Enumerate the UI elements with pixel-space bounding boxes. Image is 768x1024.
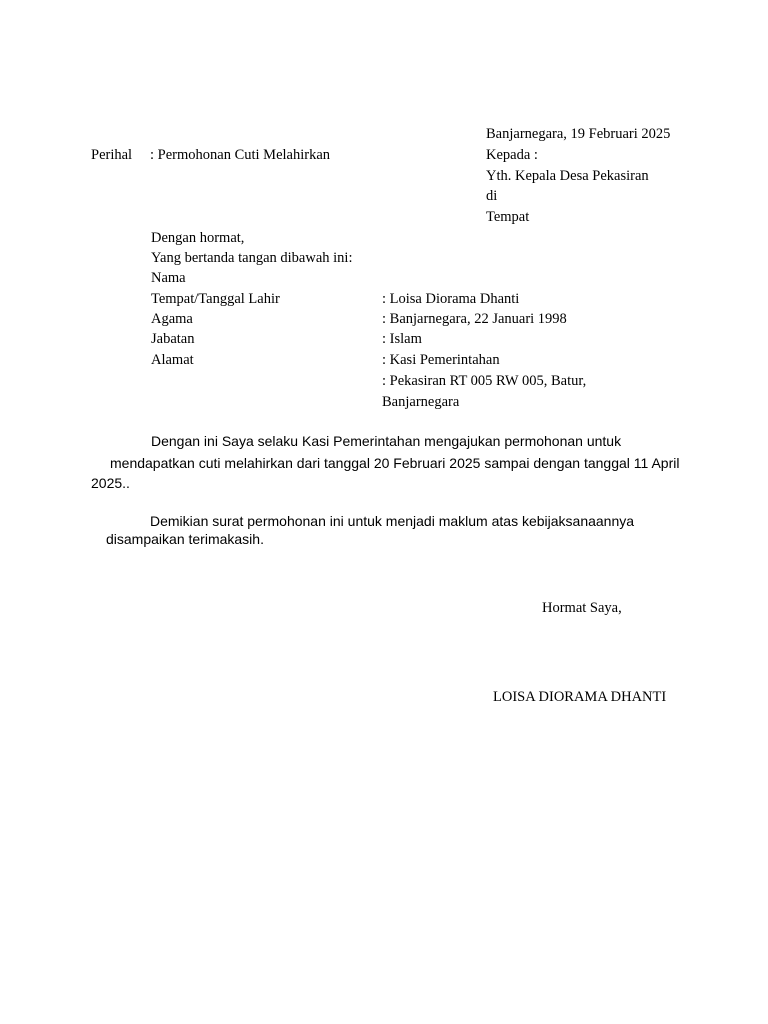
identity-value: : Banjarnegara, 22 Januari 1998 xyxy=(382,311,567,327)
intro-line: Yang bertanda tangan dibawah ini: xyxy=(151,250,353,266)
letter-place-date: Banjarnegara, 19 Februari 2025 xyxy=(486,126,671,142)
paragraph-request-line: mendapatkan cuti melahirkan dari tanggal 20 Februari 2025 sampai dengan tanggal 11 April xyxy=(110,455,680,471)
signer-name: LOISA DIORAMA DHANTI xyxy=(493,689,667,705)
identity-label: Tempat/Tanggal Lahir xyxy=(151,291,280,307)
recipient-name: Yth. Kepala Desa Pekasiran xyxy=(486,168,649,184)
recipient-place: Tempat xyxy=(486,209,530,225)
identity-label: Jabatan xyxy=(151,331,195,347)
closing-salutation: Hormat Saya, xyxy=(542,600,622,616)
identity-value: : Kasi Pemerintahan xyxy=(382,352,500,368)
identity-value: Banjarnegara xyxy=(382,394,460,410)
subject-label: Perihal xyxy=(91,147,133,163)
identity-value: : Islam xyxy=(382,331,422,347)
identity-label: Agama xyxy=(151,311,193,327)
subject-value: : Permohonan Cuti Melahirkan xyxy=(150,147,331,163)
paragraph-closing-line: Demikian surat permohonan ini untuk menjadi maklum atas kebijaksanaannya xyxy=(150,513,635,529)
paragraph-closing-line: disampaikan terimakasih. xyxy=(106,531,264,547)
paragraph-request-line: 2025.. xyxy=(91,475,130,491)
greeting: Dengan hormat, xyxy=(151,230,245,246)
identity-value: : Loisa Diorama Dhanti xyxy=(382,291,520,307)
paragraph-request-line: Dengan ini Saya selaku Kasi Pemerintahan mengajukan permohonan untuk xyxy=(151,433,622,449)
recipient-di: di xyxy=(486,188,498,204)
identity-label: Nama xyxy=(151,270,186,286)
identity-value: : Pekasiran RT 005 RW 005, Batur, xyxy=(382,373,587,389)
identity-label: Alamat xyxy=(151,352,194,368)
recipient-to-label: Kepada : xyxy=(486,147,538,163)
